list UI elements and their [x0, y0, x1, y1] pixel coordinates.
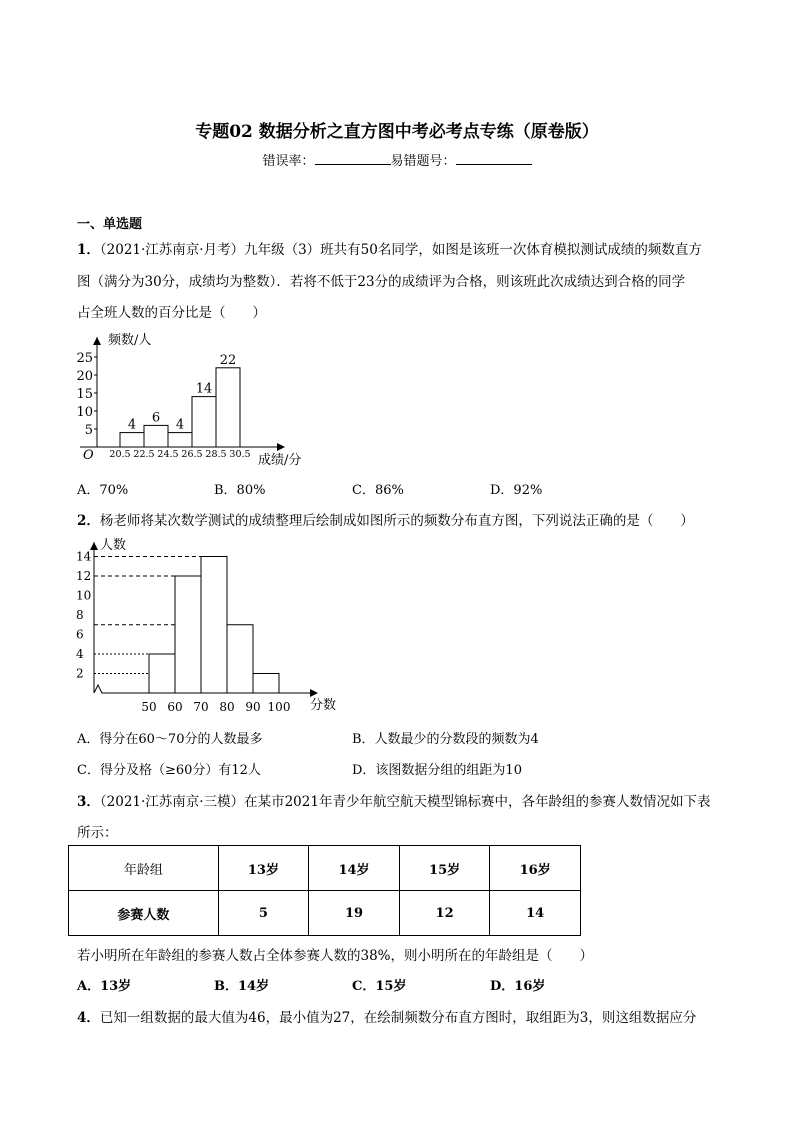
table-cell: 12	[399, 891, 490, 936]
bar-value-label: 6	[151, 410, 161, 426]
origin-label: O	[83, 448, 94, 463]
table-cell: 13岁	[218, 846, 309, 891]
histogram-bar	[120, 433, 144, 447]
table-cell: 19	[309, 891, 400, 936]
q2-line: 2．杨老师将某次数学测试的成绩整理后绘制成如图所示的频数分布直方图，下列说法正确的是（ ）	[77, 513, 694, 529]
q3-option-a: A．13岁	[77, 979, 132, 994]
histogram-bar	[253, 674, 279, 694]
y-tick-label: 8	[76, 608, 84, 622]
table-header-cell: 年龄组	[69, 846, 219, 891]
x-tick-label: 60	[167, 700, 183, 714]
q2-number: 2．	[77, 513, 100, 529]
histogram-1-plot	[76, 332, 301, 468]
q2-option-c: C．得分及格（≥60分）有12人	[77, 763, 261, 778]
histogram-1	[72, 325, 322, 475]
y-tick-label: 10	[76, 588, 92, 603]
x-axis-label: 成绩/分	[258, 453, 302, 468]
x-tick-label: 28.5	[205, 449, 227, 460]
y-tick-label: 12	[76, 569, 92, 583]
q3-option-c: C．15岁	[352, 979, 407, 994]
q3-option-d: D．16岁	[490, 979, 546, 994]
x-tick-label: 80	[219, 700, 235, 714]
x-tick-label: 50	[141, 700, 157, 714]
y-tick-label: 2	[76, 666, 84, 681]
q3-after-line: 若小明所在年龄组的参赛人数占全体参赛人数的38%，则小明所在的年龄组是（ ）	[77, 948, 594, 964]
error-rate-blank	[315, 153, 391, 165]
histogram-bar	[192, 397, 216, 447]
section-heading: 一、单选题	[77, 217, 143, 232]
bar-value-label: 4	[127, 417, 137, 433]
histogram-2-plot	[76, 537, 336, 714]
table-cell: 5	[218, 891, 309, 936]
q4-line: 4．已知一组数据的最大值为46，最小值为27，在绘制频数分布直方图时，取组距为3，则这组数据应分	[77, 1010, 697, 1026]
table-row	[69, 846, 581, 891]
y-tick-label: 10	[76, 405, 93, 420]
histogram-2	[72, 532, 372, 718]
q1-line-2: 图（满分为30分，成绩均为整数）．若将不低于23分的成绩评为合格，则该班此次成绩达到合格的同学	[77, 274, 686, 290]
x-tick-label: 90	[245, 700, 261, 714]
x-tick-label: 22.5	[133, 449, 155, 460]
q3-number: 3．	[77, 794, 100, 810]
histogram-bar	[175, 576, 201, 693]
x-tick-label: 30.5	[229, 449, 251, 460]
q2-option-b: B．人数最少的分数段的频数为4	[352, 732, 539, 747]
y-tick-label: 15	[76, 387, 93, 402]
table-cell: 16岁	[490, 846, 581, 891]
x-tick-label: 100	[267, 700, 291, 714]
q1-line-3: 占全班人数的百分比是（ ）	[77, 305, 266, 321]
q3-line-1: 3．（2021·江苏南京·三模）在某市2021年青少年航空航天模型锦标赛中，各年龄组的参赛人数情况如下表	[77, 794, 711, 810]
y-tick-label: 5	[84, 423, 93, 438]
error-number-label: 易错题号：	[390, 154, 456, 169]
table-header-cell: 参赛人数	[69, 891, 219, 936]
axis-break-mark	[94, 685, 106, 693]
q3-option-b: B．14岁	[214, 979, 270, 994]
table-cell: 15岁	[399, 846, 490, 891]
histogram-bar	[227, 625, 253, 693]
x-axis-label: 分数	[310, 698, 337, 713]
bar-value-label: 4	[175, 417, 185, 433]
histogram-bar	[201, 557, 227, 694]
q1-option-b: B．80%	[214, 483, 266, 498]
y-axis-label: 人数	[100, 538, 127, 553]
table-cell: 14	[490, 891, 581, 936]
table-row	[69, 891, 581, 936]
subtitle	[0, 150, 794, 169]
y-axis-arrow	[93, 337, 101, 345]
error-number-blank	[456, 153, 532, 165]
histogram-bar	[216, 368, 240, 447]
q1-option-c: C．86%	[352, 483, 404, 498]
histogram-bar	[149, 654, 175, 693]
x-tick-label: 70	[193, 700, 209, 714]
histogram-bar	[144, 425, 168, 447]
error-rate-label: 错误率：	[262, 154, 315, 169]
bar-value-label: 14	[195, 381, 213, 397]
q2-option-a: A．得分在60～70分的人数最多	[77, 732, 263, 747]
table-cell: 14岁	[309, 846, 400, 891]
q3-line-2: 所示：	[77, 825, 118, 841]
y-tick-label: 6	[76, 627, 84, 642]
x-axis-arrow	[277, 443, 285, 451]
age-group-table	[68, 845, 581, 936]
q1-number: 1．	[77, 242, 100, 258]
histogram-bar	[168, 433, 192, 447]
bar-value-label: 22	[219, 352, 237, 368]
x-axis-arrow	[310, 689, 318, 697]
y-tick-label: 20	[76, 369, 93, 384]
y-tick-label: 25	[76, 351, 93, 366]
q1-option-a: A．70%	[77, 483, 129, 498]
q2-option-d: D．该图数据分组的组距为10	[352, 763, 522, 778]
q1-line-1: 1．（2021·江苏南京·月考）九年级（3）班共有50名同学，如图是该班一次体育模拟测试成绩的频数直方	[77, 242, 702, 258]
y-axis-label: 频数/人	[108, 333, 152, 348]
page-title: 专题02 数据分析之直方图中考必考点专练（原卷版）	[195, 122, 599, 142]
y-tick-label: 4	[76, 647, 84, 661]
x-tick-label: 24.5	[157, 449, 179, 460]
q1-option-d: D．92%	[490, 483, 543, 498]
y-tick-label: 14	[76, 549, 92, 564]
x-tick-label: 26.5	[181, 449, 203, 460]
x-tick-label: 20.5	[109, 449, 131, 460]
q4-number: 4．	[77, 1010, 100, 1026]
